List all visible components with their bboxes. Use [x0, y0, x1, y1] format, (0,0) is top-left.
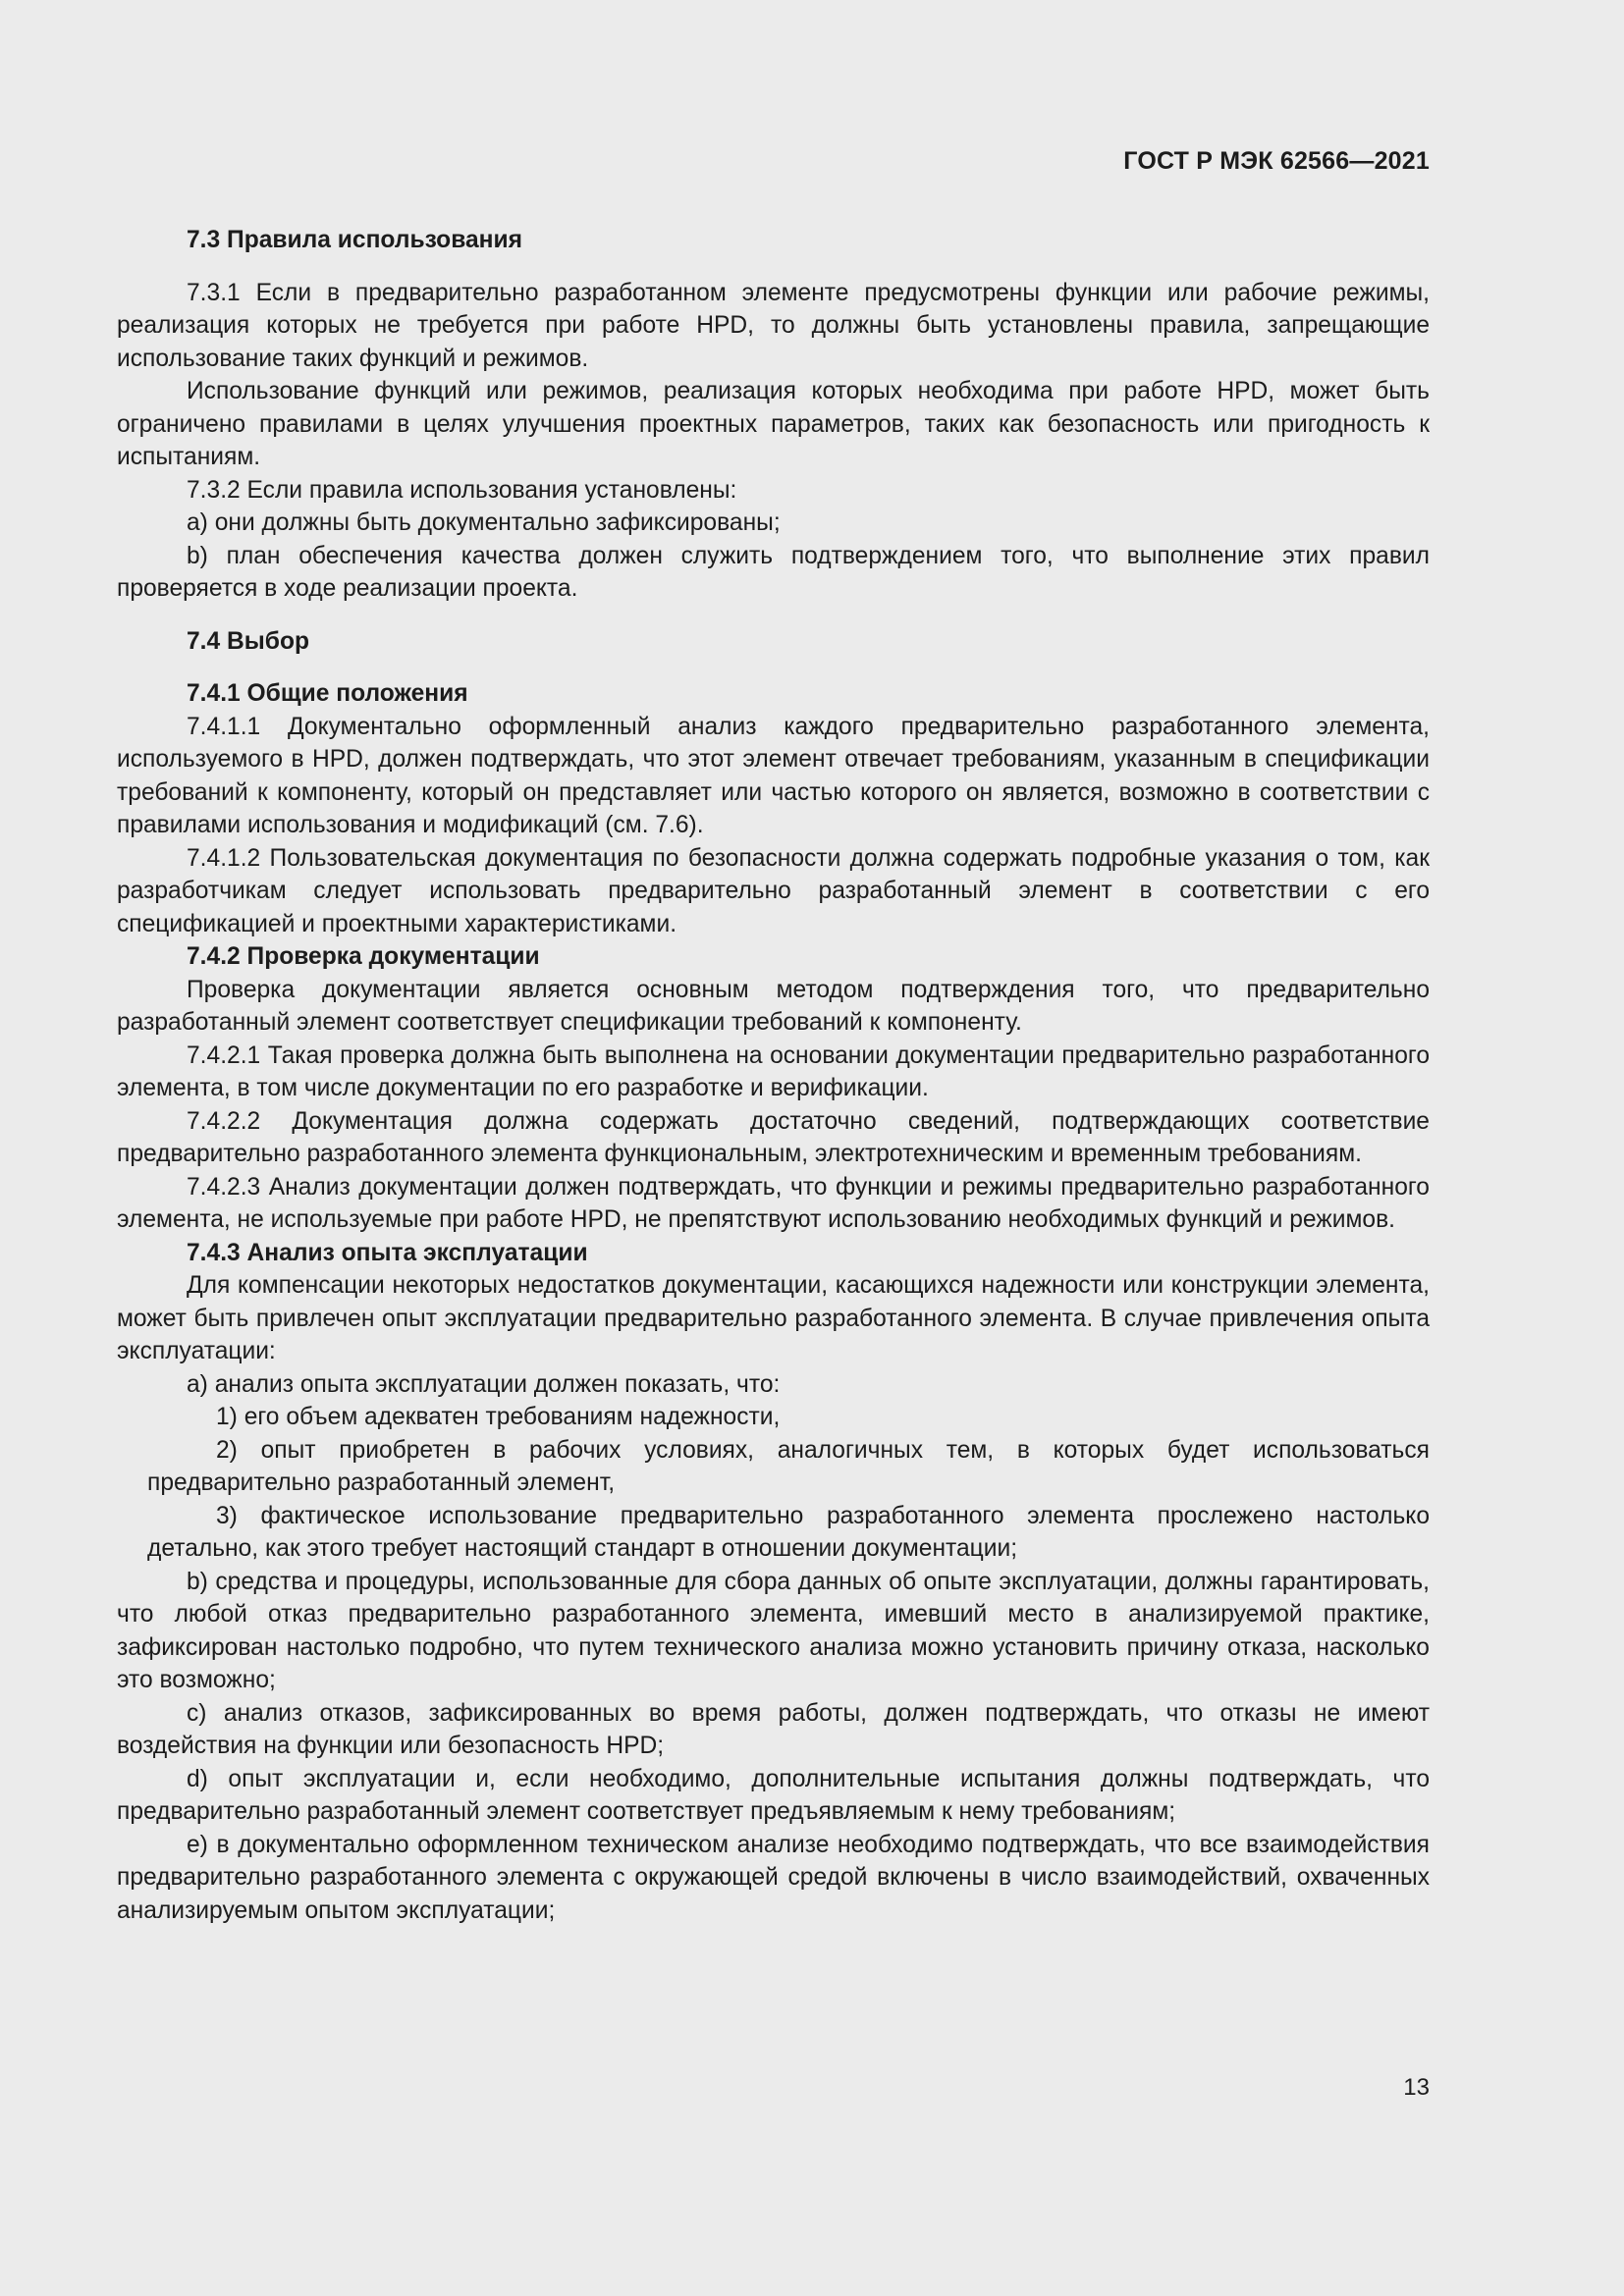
list-item-7-4-3-e: е) в документально оформленном техническом анализе необходимо подтверждать, что все взаимодействия предварительно разработанного элемента с окружающей средой включены в число взаимодействий, охваченных анализируемым опытом эксплуатации;	[117, 1831, 1430, 1924]
section-title-7-4-2: 7.4.2 Проверка документации	[187, 943, 540, 970]
page-number: 13	[1403, 2074, 1430, 2101]
list-item-7-3-2-a: а) они должны быть документально зафиксированы;	[187, 509, 781, 536]
paragraph-7-4-1-1: 7.4.1.1 Документально оформленный анализ каждого предварительно разработанного элемента, используемого в HPD, должен подтверждать, что этот элемент отвечает требованиям, указанным в спецификации требований к компоненту, который он представляет или частью которого он является, возможно в соответствии с правилами использования и модификаций (см. 7.6).	[117, 713, 1430, 838]
paragraph-7-3-1-continued: Использование функций или режимов, реализация которых необходима при работе HPD, может быть ограничено правилами в целях улучшения проектных параметров, таких как безопасность или пригодность к испытаниям.	[117, 378, 1430, 470]
list-item-7-4-3-c: с) анализ отказов, зафиксированных во время работы, должен подтверждать, что отказы не имеют воздействия на функции или безопасность HPD;	[117, 1699, 1430, 1759]
section-title-7-4-3: 7.4.3 Анализ опыта эксплуатации	[187, 1239, 588, 1266]
standard-header: ГОСТ Р МЭК 62566—2021	[1123, 147, 1430, 175]
list-item-7-4-3-d: d) опыт эксплуатации и, если необходимо, дополнительные испытания должны подтверждать, что предварительно разработанный элемент соответствует предъявляемым к нему требованиям;	[117, 1765, 1430, 1825]
list-subitem-7-4-3-a-1: 1) его объем адекватен требованиям надежности,	[216, 1404, 781, 1430]
section-title-7-4-1: 7.4.1 Общие положения	[187, 680, 468, 707]
page-content	[117, 224, 1430, 1927]
paragraph-7-3-1: 7.3.1 Если в предварительно разработанном элементе предусмотрены функции или рабочие режимы, реализация которых не требуется при работе HPD, то должны быть установлены правила, запрещающие использование таких функций и режимов.	[117, 279, 1430, 372]
paragraph-7-4-2-2: 7.4.2.2 Документация должна содержать достаточно сведений, подтверждающих соответствие предварительно разработанного элемента функциональным, электротехническим и временным требованиям.	[117, 1107, 1430, 1167]
paragraph-7-4-2-3: 7.4.2.3 Анализ документации должен подтверждать, что функции и режимы предварительно разработанного элемента, не используемые при работе HPD, не препятствуют использованию необходимых функций и режимов.	[117, 1173, 1430, 1233]
section-title-7-3: 7.3 Правила использования	[187, 227, 523, 253]
paragraph-7-4-2: Проверка документации является основным методом подтверждения того, что предварительно разработанный элемент соответствует спецификации требований к компоненту.	[117, 976, 1430, 1036]
list-item-7-4-3-a: а) анализ опыта эксплуатации должен показать, что:	[187, 1370, 781, 1398]
paragraph-7-4-3: Для компенсации некоторых недостатков документации, касающихся надежности или конструкции элемента, может быть привлечен опыт эксплуатации предварительно разработанного элемента. В случае привлечения опыта эксплуатации:	[117, 1272, 1430, 1364]
paragraph-7-4-2-1: 7.4.2.1 Такая проверка должна быть выполнена на основании документации предварительно разработанного элемента, в том числе документации по его разработке и верификации.	[117, 1041, 1430, 1101]
paragraph-7-3-2: 7.3.2 Если правила использования установлены:	[187, 476, 737, 504]
list-item-7-4-3-b: b) средства и процедуры, использованные для сбора данных об опыте эксплуатации, должны гарантировать, что любой отказ предварительно разработанного элемента, имевший место в анализируемой практике, зафиксирован настолько подробно, что путем технического анализа можно установить причину отказа, насколько это возможно;	[117, 1568, 1430, 1693]
section-title-7-4: 7.4 Выбор	[187, 627, 310, 655]
list-subitem-7-4-3-a-3: 3) фактическое использование предварительно разработанного элемента прослежено настолько детально, как этого требует настоящий стандарт в отношении документации;	[147, 1502, 1430, 1562]
paragraph-7-4-1-2: 7.4.1.2 Пользовательская документация по безопасности должна содержать подробные указания о том, как разработчикам следует использовать предварительно разработанный элемент в соответствии с его спецификацией и проектными характеристиками.	[117, 844, 1430, 937]
list-subitem-7-4-3-a-2: 2) опыт приобретен в рабочих условиях, аналогичных тем, в которых будет использоваться предварительно разработанный элемент,	[147, 1436, 1430, 1496]
list-item-7-3-2-b: b) план обеспечения качества должен служить подтверждением того, что выполнение этих правил проверяется в ходе реализации проекта.	[117, 542, 1430, 602]
